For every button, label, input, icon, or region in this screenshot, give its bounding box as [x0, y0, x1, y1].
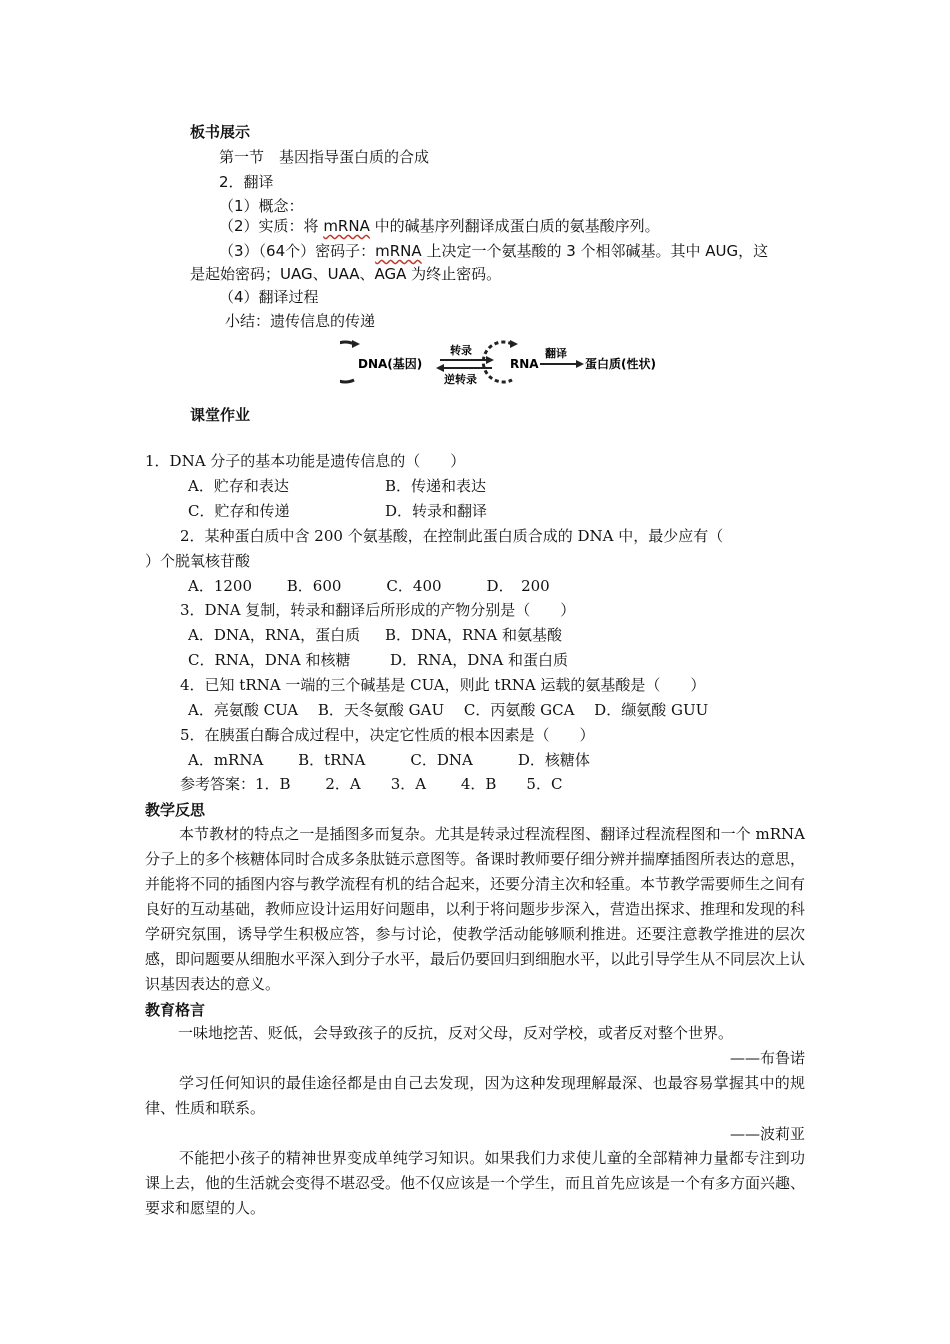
- item-essence: [219, 216, 660, 236]
- motto-quote-3: 不能把小孩子的精神世界变成单纯学习知识。如果我们力求使儿童的全部精神力量都专注到功课上去，他的生活就会变得不堪忍受。他不仅应该是一个学生，而且首先应该是一个有多方面兴趣、要求和愿望的人。: [145, 1149, 806, 1217]
- q1-option-a: A．贮存和表达: [188, 477, 289, 495]
- transcription-arrowhead: [486, 356, 494, 364]
- section-title: 第一节 基因指导蛋白质的合成: [219, 148, 430, 166]
- item-concept: （1）概念：: [219, 197, 304, 215]
- question-4: 4．已知 tRNA 一端的三个碱基是 CUA，则此 tRNA 运载的氨基酸是（ ）: [180, 676, 706, 694]
- question-3: 3．DNA 复制，转录和翻译后所形成的产物分别是（ ）: [180, 601, 576, 619]
- question-5: 5．在胰蛋白酶合成过程中，决定它性质的根本因素是（ ）: [180, 726, 595, 744]
- central-dogma-diagram: [340, 338, 680, 386]
- answer-key: 参考答案：1．B 2．A 3．A 4．B 5．C: [180, 775, 563, 793]
- q1-option-d: D．转录和翻译: [385, 502, 488, 520]
- q3-option-a: A．DNA，RNA，蛋白质: [188, 626, 361, 644]
- protein-label: 蛋白质(性状): [585, 357, 656, 371]
- q3-option-d: D．RNA，DNA 和蛋白质: [390, 651, 569, 669]
- q3-option-c: C．RNA，DNA 和核糖: [188, 651, 351, 669]
- codon-post: 上决定一个氨基酸的 3 个相邻碱基。其中 AUG，这: [421, 242, 769, 260]
- motto-author-2: ——波莉亚: [729, 1125, 805, 1143]
- question-2-cont: ）个脱氧核苷酸: [145, 552, 251, 570]
- rna-label: RNA: [510, 357, 539, 371]
- q3-option-b: B．DNA，RNA 和氨基酸: [385, 626, 563, 644]
- reverse-label: 逆转录: [444, 373, 477, 386]
- reverse-arrowhead: [436, 364, 444, 372]
- question-2: 2．某种蛋白质中含 200 个氨基酸，在控制此蛋白质合成的 DNA 中，最少应有（: [180, 527, 724, 545]
- essence-post: 中的碱基序列翻译成蛋白质的氨基酸序列。: [369, 217, 660, 235]
- essence-mrna: mRNA: [323, 217, 370, 235]
- reflection-text: 本节教材的特点之一是插图多而复杂。尤其是转录过程流程图、翻译过程流程图和一个 mRNA 分子上的多个核糖体同时合成多条肽链示意图等。备课时教师要仔细分辨并揣摩插图所表达的意思，并能将不同的插图内容与教学流程有机的结合起来，还要分清主次和轻重。本节教学需要师生之间有良好的互动基础，教师应设计运用好问题串，以利于将问题步步深入，营造出探求、推理和发现的科学研究氛围，诱导学生积极应答，参与讨论，使教学活动能够顺利推进。还要注意教学推进的层次感，即问题要从细胞水平深入到分子水平，最后仍要回归到细胞水平，以此引导学生从不同层次上认识基因表达的意义。: [145, 825, 806, 993]
- codon-mrna: mRNA: [375, 242, 422, 260]
- item-codon: [219, 241, 768, 261]
- motto-author-1: ——布鲁诺: [729, 1049, 805, 1067]
- q4-options: A．亮氨酸 CUA B．天冬氨酸 GAU C．丙氨酸 GCA D．缬氨酸 GUU: [188, 701, 709, 719]
- q1-option-c: C．贮存和传递: [188, 502, 290, 520]
- motto-quote-1: 一味地挖苦、贬低，会导致孩子的反抗，反对父母，反对学校，或者反对整个世界。: [178, 1024, 734, 1042]
- motto-heading: 教育格言: [145, 1001, 206, 1019]
- q2-options: A．1200 B．600 C．400 D． 200: [188, 577, 550, 595]
- homework-heading: 课堂作业: [190, 406, 251, 424]
- dna-replication-arc: [340, 342, 354, 382]
- question-1: 1．DNA 分子的基本功能是遗传信息的（ ）: [145, 452, 466, 470]
- codon-pre: （3）（64个）密码子：: [219, 242, 376, 260]
- motto-quote-2: 学习任何知识的最佳途径都是由自己去发现，因为这种发现理解最深、也最容易掌握其中的规律、性质和联系。: [145, 1074, 805, 1117]
- q5-options: A．mRNA B．tRNA C．DNA D．核糖体: [188, 751, 590, 769]
- essence-pre: （2）实质：将: [219, 217, 324, 235]
- reflection-heading: 教学反思: [145, 801, 206, 819]
- q1-option-b: B．传递和表达: [385, 477, 487, 495]
- dna-arc-arrowhead: [352, 340, 360, 348]
- item-process: （4）翻译过程: [219, 288, 319, 306]
- translation-arrowhead: [576, 360, 584, 368]
- translation-label: 翻译: [545, 347, 567, 360]
- item-translation: 2．翻译: [219, 173, 274, 191]
- dna-label: DNA(基因): [358, 357, 423, 371]
- summary: 小结：遗传信息的传递: [225, 312, 376, 330]
- item-codon-line2: 是起始密码；UAG、UAA、AGA 为终止密码。: [190, 265, 502, 283]
- transcription-label: 转录: [450, 344, 472, 357]
- rna-arc-arrowhead: [510, 340, 518, 348]
- board-heading: 板书展示: [190, 123, 251, 141]
